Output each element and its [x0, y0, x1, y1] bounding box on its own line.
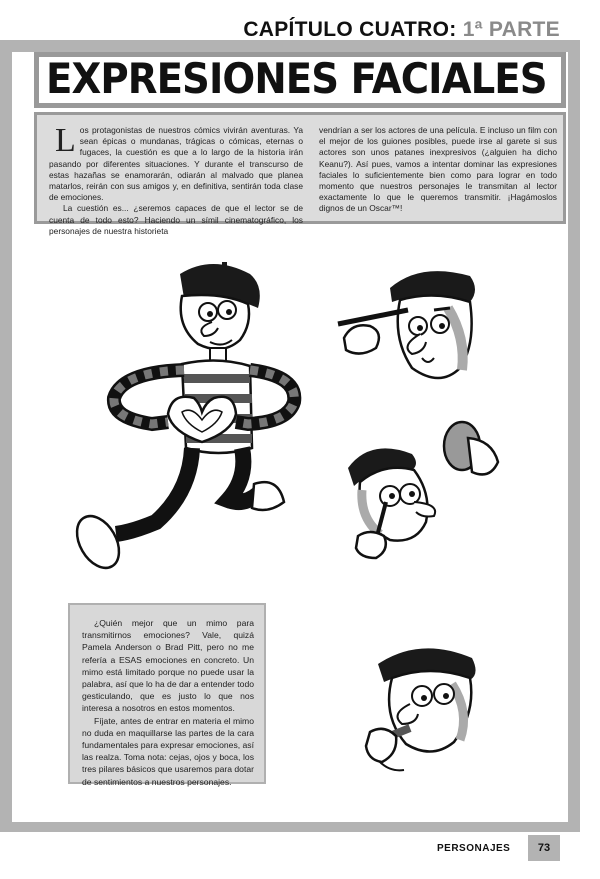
intro-box	[34, 112, 566, 236]
intro-paragraph-1: os protagonistas de nuestros cómics vivirán aventuras. Ya sean épicas o mundanas, trágicas o cómicas, eternas o fugaces, la cuestión es que a lo largo de la historia irán pasando por diferentes situaciones. Y durante el transcurso de estas hazañas se enamorarán, odiarán al malvado que planea matarlos, reirán con sus amigos y, en definitiva, sentirán toda clase de emociones.	[49, 125, 303, 203]
inset-paragraph-2: Fíjate, antes de entrar en materia el mimo no duda en maquillarse las partes de la cara fundamentales para expresar emociones, así las realza. Toma nota: cejas, ojos y boca, los tres pilares básicos que usaremos para dotar de sentimientos a nuestros personajes.	[82, 715, 254, 787]
intro-column-2	[319, 125, 557, 215]
page-title: EXPRESIONES FACIALES	[46, 54, 547, 103]
page-number: 73	[528, 835, 560, 861]
intro-paragraph-2: La cuestión es... ¿seremos capaces de que el lector se de cuenta de todo esto? Haciendo un símil cinematográfico, los personajes de nuestra historieta	[49, 203, 303, 236]
mime-mirror-illustration	[340, 418, 510, 568]
drop-cap: L	[55, 122, 76, 159]
page-frame-right	[568, 40, 580, 830]
inset-paragraph-1: ¿Quién mejor que un mimo para transmitirnos emociones? Vale, quizá Pamela Anderson o Brad Pitt, pero no me refería a ESAS emociones en concreto. Un mimo está limitado porque no puede usar la palabra, así que lo ha de dar a entender todo gesticulando, que es justo lo que nos interesa a nosotros en estos momentos.	[82, 618, 255, 714]
mime-eyebrow-illustration	[330, 258, 490, 398]
chapter-label: CAPÍTULO CUATRO:	[243, 18, 457, 41]
page-frame-left	[0, 40, 12, 830]
chapter-heading	[243, 18, 560, 42]
intro-column-1	[49, 122, 303, 237]
intro-paragraph-3: vendrían a ser los actores de una película. E incluso un film con el mejor de los guiones posibles, puede irse al garete si sus actores son unos patanes inexpresivos (¿alguien ha dicho Keanu?). Así pues, vamos a intentar dominar las expresiones faciales lo suficientemente bien como para lograr en todo momento que nuestros personajes le transmitan al lector exactamente lo que le queremos transmitir. ¡Hagámoslos dignos de un Oscar™!	[319, 125, 557, 214]
mime-explanation-box	[68, 603, 266, 787]
page-frame-bottom	[0, 822, 580, 832]
mime-lipstick-illustration	[330, 632, 510, 782]
footer-section-label: PERSONAJES	[437, 843, 511, 854]
chapter-part: 1ª PARTE	[462, 18, 560, 41]
mime-heart-illustration	[72, 252, 302, 582]
